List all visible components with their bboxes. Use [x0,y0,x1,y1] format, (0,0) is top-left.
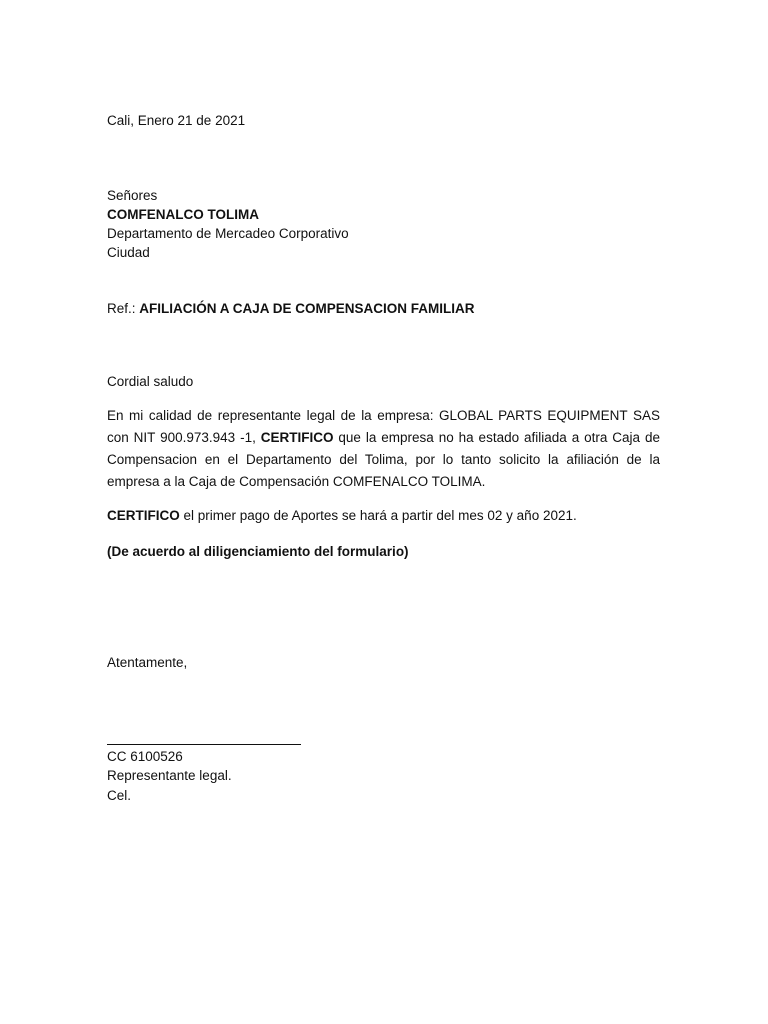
signature-role: Representante legal. [107,768,232,783]
closing: Atentamente, [107,655,188,670]
body-paragraph-3: (De acuerdo al diligenciamiento del formulario) [107,544,409,559]
body-paragraph-2 [107,506,577,525]
recipient-salutation-title: Señores [107,188,158,203]
place-date: Cali, Enero 21 de 2021 [107,113,246,128]
body-paragraph-1 [107,405,660,493]
body-p1-text-a: En mi calidad de representante legal de la empresa: GLOBAL PARTS EQUIPMENT SAS con NIT 900.973.943 -1, [107,408,660,445]
body-p1-certifico: CERTIFICO [260,430,334,445]
recipient-department: Departamento de Mercadeo Corporativo [107,226,349,241]
signature-phone-label: Cel. [107,788,132,803]
body-p1-text-b: que la empresa no ha estado afiliada a otra Caja de Compensacion en el Departamento del Tolima, por lo tanto solicito la afiliación de la empresa a la Caja de Compensación COMFENALCO TOLIMA. [107,430,660,489]
body-p2-text: el primer pago de Aportes se hará a partir del mes 02 y año 2021. [179,508,577,523]
reference-label: Ref.: [107,301,136,316]
recipient-company: COMFENALCO TOLIMA [107,207,259,222]
recipient-city: Ciudad [107,245,150,260]
reference-subject: AFILIACIÓN A CAJA DE COMPENSACION FAMILIAR [139,301,475,316]
signature-line [107,744,301,745]
greeting: Cordial saludo [107,374,194,389]
letter-page [107,0,660,1024]
signature-id: CC 6100526 [107,749,183,764]
reference-line [107,299,475,318]
body-p2-certifico: CERTIFICO [107,508,180,523]
